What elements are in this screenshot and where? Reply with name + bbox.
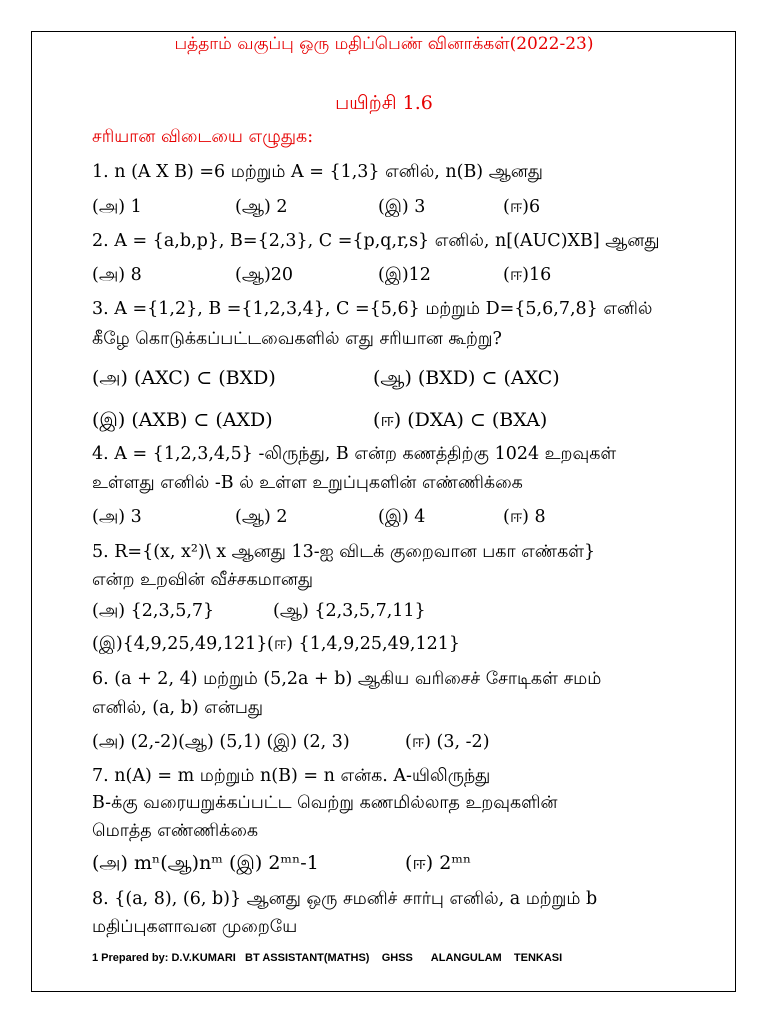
question-8-line-1: 8. {(a, 8), (6, b)} ஆனது ஒரு சமனிச் சார்பு எனில், a மற்றும் b	[92, 889, 598, 909]
q2-option-a: (அ) 8	[92, 265, 142, 285]
q3-option-c: (இ) (AXB) ⊂ (AXD)	[92, 409, 273, 431]
question-6-line-1: 6. (a + 2, 4) மற்றும் (5,2a + b) ஆகிய வரிசைச் சோடிகள் சமம்	[92, 669, 602, 689]
exercise-heading: பயிற்சி 1.6	[335, 92, 433, 114]
q1-option-d: (ஈ)6	[503, 197, 541, 217]
question-1-line-1: 1. n (A X B) =6 மற்றும் A = {1,3} எனில், n(B) ஆனது	[92, 162, 543, 182]
question-7-line-1: 7. n(A) = m மற்றும் n(B) = n என்க. A-யிலிருந்து	[92, 766, 491, 786]
q1-option-b: (ஆ) 2	[235, 197, 288, 217]
instruction: சரியான விடையை எழுதுக:	[92, 127, 314, 147]
footer-credit: 1 Prepared by: D.V.KUMARI BT ASSISTANT(MATHS) GHSS ALANGULAM TENKASI	[92, 952, 563, 964]
q2-option-d: (ஈ)16	[503, 265, 552, 285]
q4-option-d: (ஈ) 8	[503, 507, 546, 527]
q6-option-d: (ஈ) (3, -2)	[405, 732, 490, 752]
q1-option-a: (அ) 1	[92, 197, 142, 217]
q1-option-c: (இ) 3	[378, 197, 426, 217]
q6-options-a-c: (அ) (2,-2)(ஆ) (5,1) (இ) (2, 3)	[92, 732, 350, 752]
question-3-line-2: கீழே கொடுக்கப்பட்டவைகளில் எது சரியான கூற்று?	[92, 329, 502, 349]
question-3-line-1: 3. A ={1,2}, B ={1,2,3,4}, C ={5,6} மற்றும் D={5,6,7,8} எனில்	[92, 299, 653, 319]
q4-option-c: (இ) 4	[378, 507, 426, 527]
question-7-line-3: மொத்த எண்ணிக்கை	[92, 821, 259, 841]
q5-option-b: (ஆ) {2,3,5,7,11}	[273, 601, 426, 621]
q4-option-b: (ஆ) 2	[235, 507, 288, 527]
question-4-line-1: 4. A = {1,2,3,4,5} -லிருந்து, B என்ற கணத்திற்கு 1024 உறவுகள்	[92, 444, 617, 464]
q7-options-a-c: (அ) mⁿ(ஆ)nᵐ (இ) 2ᵐⁿ-1	[92, 852, 319, 874]
document-title: பத்தாம் வகுப்பு ஒரு மதிப்பெண் வினாக்கள்(2022-23)	[174, 34, 594, 54]
q2-option-c: (இ)12	[378, 265, 431, 285]
q3-option-d: (ஈ) (DXA) ⊂ (BXA)	[373, 409, 548, 431]
q7-option-d: (ஈ) 2ᵐⁿ	[405, 852, 472, 874]
q5-option-a: (அ) {2,3,5,7}	[92, 601, 215, 621]
question-7-line-2: B-க்கு வரையறுக்கப்பட்ட வெற்று கணமில்லாத உறவுகளின்	[92, 793, 558, 813]
q3-option-b: (ஆ) (BXD) ⊂ (AXC)	[373, 367, 560, 389]
question-8-line-2: மதிப்புகளாவன முறையே	[92, 917, 298, 937]
question-5-line-1: 5. R={(x, x²)\ x ஆனது 13-ஐ விடக் குறைவான பகா எண்கள்}	[92, 542, 596, 562]
q5-option-d: (ஈ) {1,4,9,25,49,121}	[267, 634, 460, 654]
question-2-line-1: 2. A = {a,b,p}, B={2,3}, C ={p,q,r,s} எனில், n[(AUC)XB] ஆனது	[92, 231, 660, 251]
question-5-line-2: என்ற உறவின் வீச்சகமானது	[92, 570, 314, 590]
q2-option-b: (ஆ)20	[235, 265, 294, 285]
question-4-line-2: உள்ளது எனில் -B ல் உள்ள உறுப்புகளின் எண்ணிக்கை	[92, 473, 523, 493]
q5-option-c: (இ){4,9,25,49,121}	[92, 634, 268, 654]
question-6-line-2: எனில், (a, b) என்பது	[92, 698, 264, 718]
q3-option-a: (அ) (AXC) ⊂ (BXD)	[92, 367, 276, 389]
q4-option-a: (அ) 3	[92, 507, 142, 527]
